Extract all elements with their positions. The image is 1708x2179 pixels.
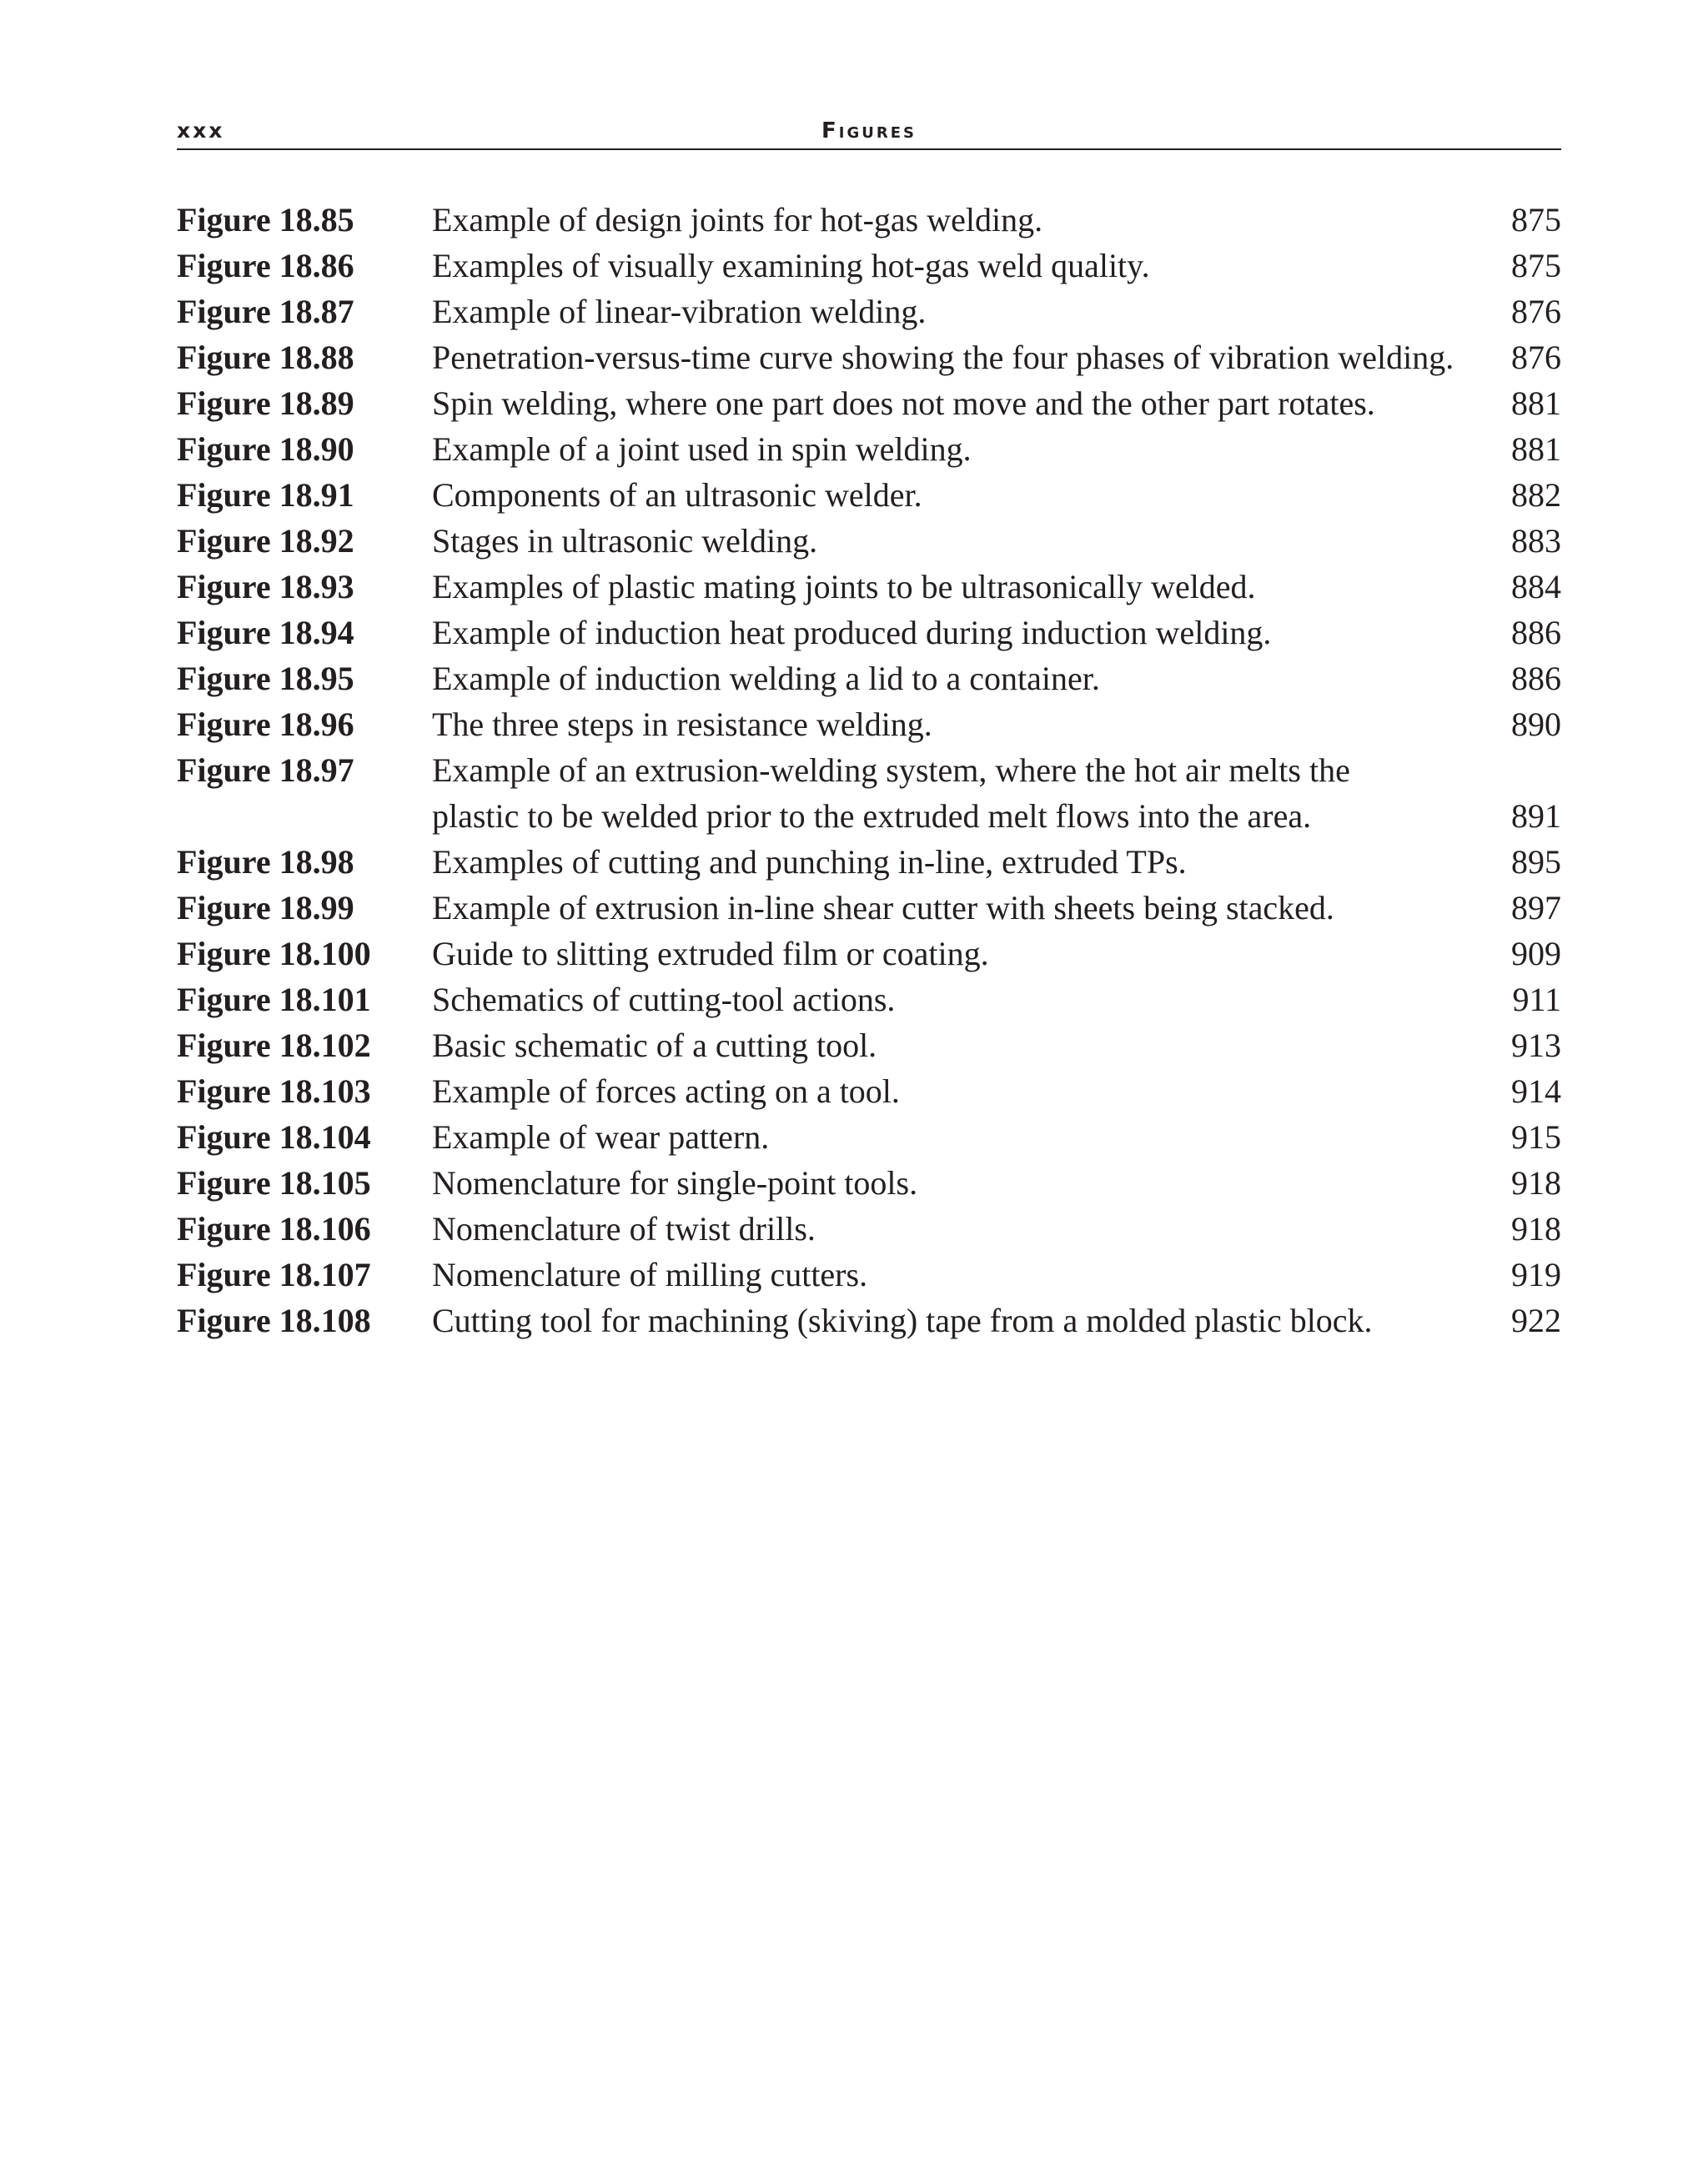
- figure-number: Figure 18.94: [177, 614, 354, 651]
- figure-caption: [432, 610, 1466, 655]
- caption-line: Nomenclature for single-point tools.: [432, 1164, 918, 1202]
- figure-entry: [177, 610, 1561, 655]
- figure-caption: [432, 472, 1466, 518]
- figure-caption: [432, 839, 1466, 885]
- page-number: 890: [1511, 705, 1561, 743]
- page-number: 875: [1511, 247, 1561, 284]
- page-number: 876: [1511, 339, 1561, 376]
- page-number: 876: [1511, 293, 1561, 330]
- caption-line: Cutting tool for machining (skiving) tape from a molded plastic block.: [432, 1302, 1373, 1339]
- figure-caption: [432, 1298, 1466, 1343]
- figure-number: Figure 18.103: [177, 1072, 371, 1110]
- page-number: 911: [1512, 981, 1561, 1018]
- figure-caption: [432, 1114, 1466, 1160]
- caption-line: Stages in ultrasonic welding.: [432, 522, 818, 560]
- page-number: 886: [1511, 614, 1561, 651]
- figure-entry: [177, 1160, 1561, 1206]
- figure-caption: [432, 518, 1466, 564]
- figure-number: Figure 18.88: [177, 339, 354, 376]
- page-number: 875: [1511, 201, 1561, 238]
- page-number: 913: [1511, 1027, 1561, 1064]
- figure-entry: [177, 1114, 1561, 1160]
- page-number: 914: [1511, 1072, 1561, 1110]
- figure-caption: [432, 977, 1466, 1022]
- figure-caption: [432, 931, 1466, 977]
- figure-number: Figure 18.100: [177, 935, 371, 972]
- figure-number: Figure 18.89: [177, 384, 354, 422]
- figure-number: Figure 18.101: [177, 981, 371, 1018]
- page-number: 919: [1511, 1256, 1561, 1293]
- caption-line: Example of linear-vibration welding.: [432, 293, 927, 330]
- figure-number: Figure 18.99: [177, 889, 354, 926]
- caption-line: Example of forces acting on a tool.: [432, 1072, 900, 1110]
- figure-number: Figure 18.85: [177, 201, 354, 238]
- figure-entry: [177, 243, 1561, 289]
- caption-line: The three steps in resistance welding.: [432, 705, 932, 743]
- figure-caption: [432, 197, 1466, 243]
- page-number: 915: [1511, 1118, 1561, 1156]
- caption-line: Nomenclature of twist drills.: [432, 1210, 816, 1248]
- caption-line: Schematics of cutting-tool actions.: [432, 981, 896, 1018]
- figure-entry: [177, 1298, 1561, 1343]
- page-number: 922: [1511, 1302, 1561, 1339]
- figure-number: Figure 18.95: [177, 660, 354, 697]
- figure-number: Figure 18.107: [177, 1256, 371, 1293]
- figure-number: Figure 18.97: [177, 751, 354, 789]
- page-number: 882: [1511, 476, 1561, 514]
- figure-entry: [177, 1022, 1561, 1068]
- figure-caption: [432, 701, 1466, 747]
- figure-number: Figure 18.93: [177, 568, 354, 605]
- figure-number: Figure 18.105: [177, 1164, 371, 1202]
- figure-number: Figure 18.87: [177, 293, 354, 330]
- figure-caption: [432, 380, 1466, 426]
- figure-entry: [177, 1252, 1561, 1298]
- caption-line: Example of wear pattern.: [432, 1118, 770, 1156]
- figure-entry: [177, 839, 1561, 885]
- figure-caption: [432, 1068, 1466, 1114]
- caption-line: Guide to slitting extruded film or coating.: [432, 935, 989, 972]
- figure-number: Figure 18.106: [177, 1210, 371, 1248]
- figure-entry: [177, 289, 1561, 334]
- figure-number: Figure 18.90: [177, 430, 354, 468]
- figure-number: Figure 18.98: [177, 843, 354, 881]
- figure-caption: [432, 885, 1466, 931]
- page-number: 886: [1511, 660, 1561, 697]
- figure-entry: [177, 1068, 1561, 1114]
- page-number: 909: [1511, 935, 1561, 972]
- caption-line: Examples of plastic mating joints to be ultrasonically welded.: [432, 568, 1256, 605]
- figure-entry: [177, 564, 1561, 610]
- running-header: [177, 115, 1561, 150]
- page-number: 881: [1511, 384, 1561, 422]
- page-number: 918: [1511, 1164, 1561, 1202]
- figure-entry: [177, 518, 1561, 564]
- figure-number: Figure 18.104: [177, 1118, 371, 1156]
- figure-caption: [432, 747, 1466, 839]
- page-number: 918: [1511, 1210, 1561, 1248]
- page-number: 884: [1511, 568, 1561, 605]
- figure-number: Figure 18.92: [177, 522, 354, 560]
- caption-line: Nomenclature of milling cutters.: [432, 1256, 868, 1293]
- caption-line: Example of an extrusion-welding system, where the hot air melts the: [432, 751, 1350, 789]
- page-number: 881: [1511, 430, 1561, 468]
- figure-entry: [177, 885, 1561, 931]
- caption-line: Spin welding, where one part does not move and the other part rotates.: [432, 384, 1375, 422]
- list-of-figures: [177, 197, 1561, 1343]
- figure-number: Figure 18.108: [177, 1302, 371, 1339]
- figure-entry: [177, 380, 1561, 426]
- caption-line: Example of extrusion in-line shear cutter with sheets being stacked.: [432, 889, 1334, 926]
- figure-number: Figure 18.91: [177, 476, 354, 514]
- figure-entry: [177, 472, 1561, 518]
- caption-line: Example of design joints for hot-gas welding.: [432, 201, 1043, 238]
- caption-line: Components of an ultrasonic welder.: [432, 476, 922, 514]
- roman-page-number: xxx: [177, 118, 225, 143]
- figure-entry: [177, 977, 1561, 1022]
- running-title: Figures: [821, 118, 917, 143]
- caption-line: Example of a joint used in spin welding.: [432, 430, 972, 468]
- figure-caption: [432, 655, 1466, 701]
- figure-caption: [432, 426, 1466, 472]
- figure-caption: [432, 1022, 1466, 1068]
- figure-entry: [177, 426, 1561, 472]
- page-number: 891: [1511, 797, 1561, 835]
- caption-line: plastic to be welded prior to the extruded melt flows into the area.: [432, 797, 1312, 835]
- figure-caption: [432, 1160, 1466, 1206]
- caption-line: Examples of cutting and punching in-line, extruded TPs.: [432, 843, 1187, 881]
- figure-entry: [177, 747, 1561, 839]
- figure-entry: [177, 931, 1561, 977]
- caption-line: Penetration-versus-time curve showing the four phases of vibration welding.: [432, 339, 1454, 376]
- figure-number: Figure 18.102: [177, 1027, 371, 1064]
- figure-number: Figure 18.86: [177, 247, 354, 284]
- figure-entry: [177, 1206, 1561, 1252]
- figure-entry: [177, 334, 1561, 380]
- caption-line: Example of induction heat produced during induction welding.: [432, 614, 1272, 651]
- figure-caption: [432, 334, 1466, 380]
- caption-line: Examples of visually examining hot-gas weld quality.: [432, 247, 1150, 284]
- figure-caption: [432, 564, 1466, 610]
- page-number: 897: [1511, 889, 1561, 926]
- figure-caption: [432, 243, 1466, 289]
- figure-caption: [432, 1252, 1466, 1298]
- figure-entry: [177, 655, 1561, 701]
- page-number: 883: [1511, 522, 1561, 560]
- figure-caption: [432, 1206, 1466, 1252]
- caption-line: Basic schematic of a cutting tool.: [432, 1027, 877, 1064]
- caption-line: Example of induction welding a lid to a container.: [432, 660, 1100, 697]
- figure-number: Figure 18.96: [177, 705, 354, 743]
- figure-entry: [177, 701, 1561, 747]
- page-number: 895: [1511, 843, 1561, 881]
- figure-entry: [177, 197, 1561, 243]
- figure-caption: [432, 289, 1466, 334]
